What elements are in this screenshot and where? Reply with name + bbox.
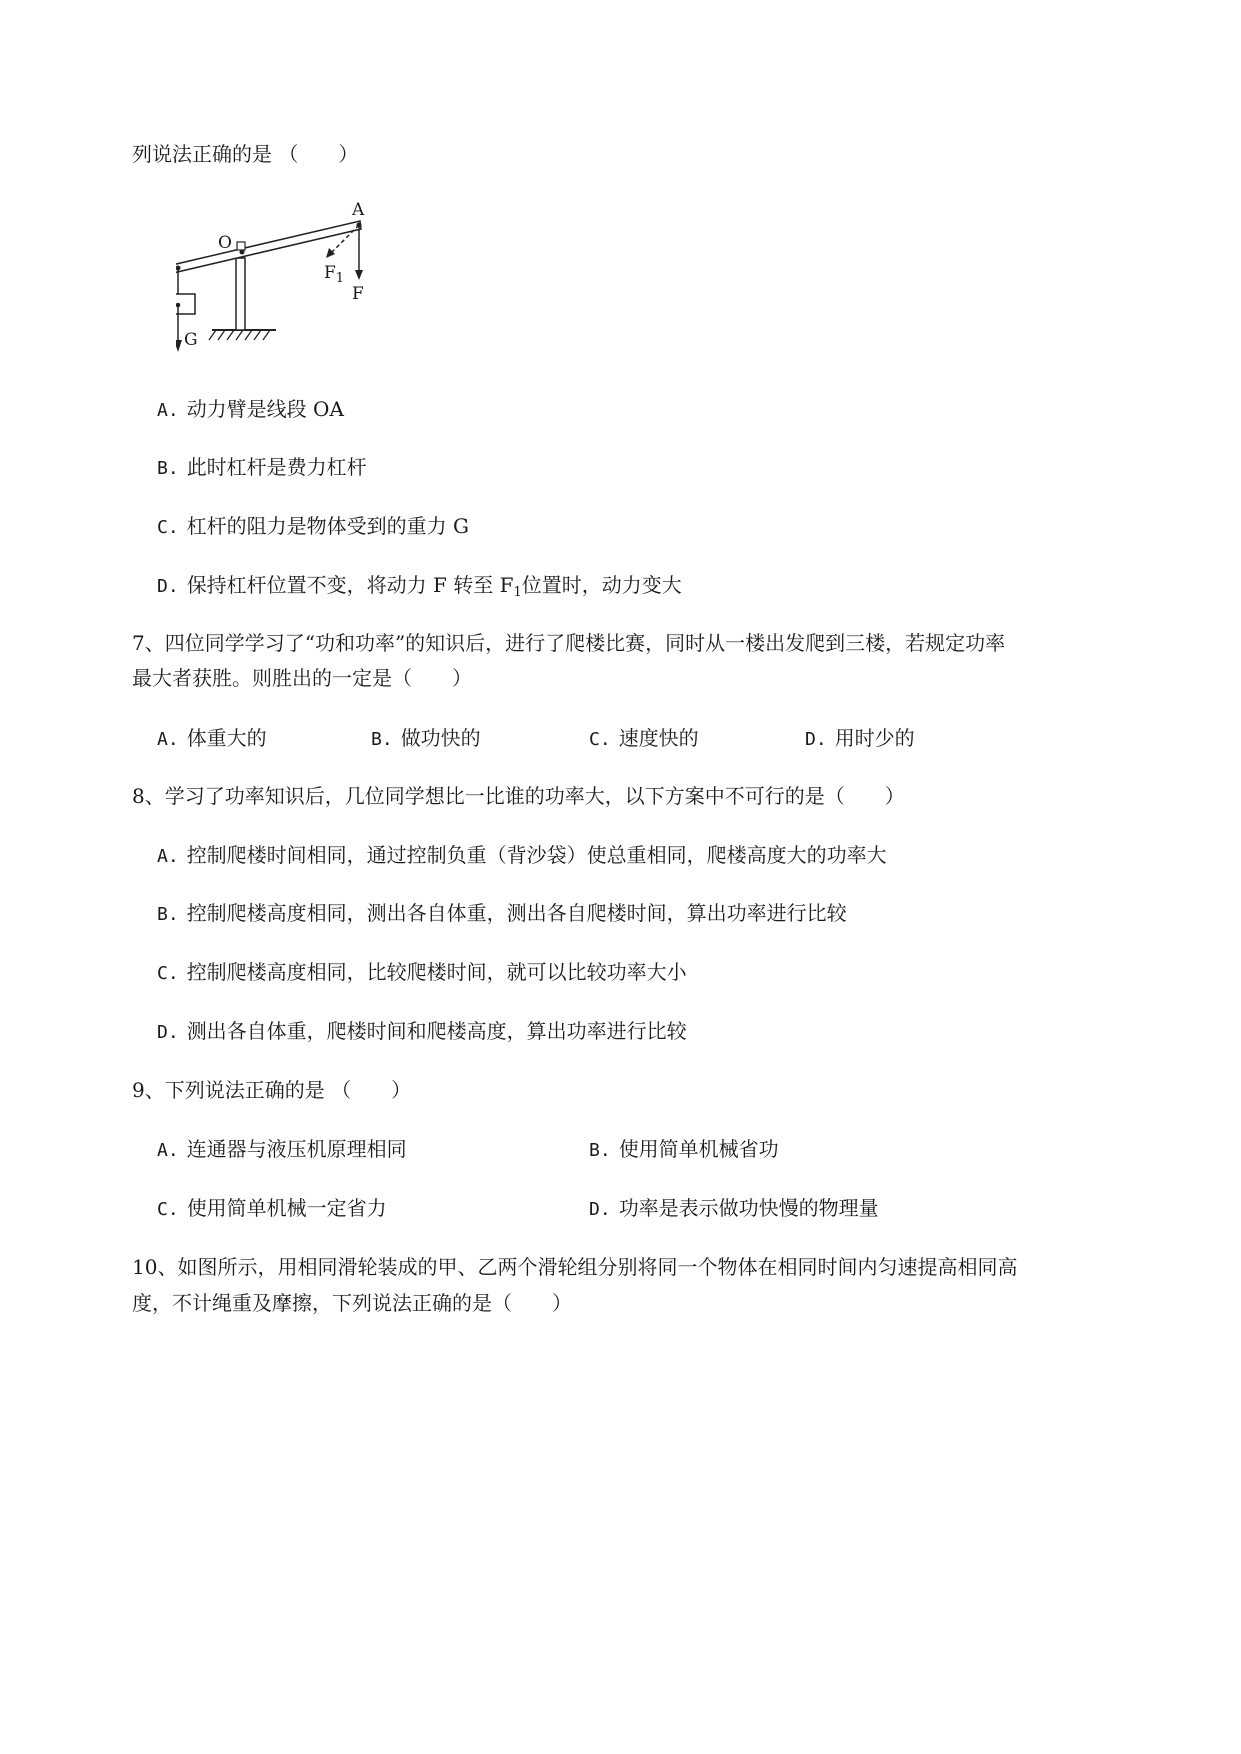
- option-text-after: 位置时，动力变大: [521, 573, 682, 597]
- question-6-stem-continuation: 列说法正确的是 （ ）: [132, 142, 359, 166]
- option-text: 体重大的: [186, 726, 267, 750]
- option-letter: B.: [157, 904, 179, 925]
- lever-diagram: [176, 220, 376, 360]
- label-o: O: [218, 233, 232, 253]
- option-letter: B.: [371, 729, 393, 750]
- option-text: 使用简单机械省功: [618, 1137, 779, 1161]
- label-f: F: [352, 284, 364, 304]
- q7-stem-line-1: 7、四位同学学习了“功和功率”的知识后，进行了爬楼比赛，同时从一楼出发爬到三楼，若规定功率: [132, 631, 1006, 655]
- q8-option-d[interactable]: [157, 1018, 687, 1046]
- q9-option-b[interactable]: [589, 1136, 779, 1164]
- q7-stem-line-2: 最大者获胜。则胜出的一定是（ ）: [132, 666, 472, 690]
- label-g: G: [184, 330, 198, 350]
- option-letter: D.: [589, 1199, 611, 1220]
- q7-option-c[interactable]: [589, 725, 699, 753]
- option-text: 测出各自体重，爬楼时间和爬楼高度，算出功率进行比较: [186, 1019, 687, 1043]
- option-letter: D.: [157, 1022, 179, 1043]
- option-letter: B.: [589, 1140, 611, 1161]
- label-f1-main: F: [324, 263, 336, 283]
- option-letter: A.: [157, 400, 179, 421]
- q7-option-b[interactable]: [371, 725, 481, 753]
- q7-option-d[interactable]: [805, 725, 915, 753]
- q6-option-a[interactable]: [157, 396, 344, 424]
- option-subscript: 1: [513, 585, 522, 600]
- label-f1-subscript: 1: [335, 271, 345, 286]
- option-letter: A.: [157, 1140, 179, 1161]
- option-text: 动力臂是线段 OA: [186, 397, 344, 421]
- option-text: 控制爬楼时间相同，通过控制负重（背沙袋）使总重相同，爬楼高度大的功率大: [186, 843, 887, 867]
- option-text: 控制爬楼高度相同，测出各自体重，测出各自爬楼时间，算出功率进行比较: [186, 901, 847, 925]
- option-text: 此时杠杆是费力杠杆: [186, 455, 367, 479]
- q10-stem-line-1: 10、如图所示，用相同滑轮装成的甲、乙两个滑轮组分别将同一个物体在相同时间内匀速提高相同高: [132, 1255, 1018, 1279]
- q8-option-b[interactable]: [157, 900, 847, 928]
- option-text: 保持杠杆位置不变，将动力 F 转至 F: [186, 573, 514, 597]
- option-letter: A.: [157, 846, 179, 867]
- q7-option-a[interactable]: [157, 725, 267, 753]
- label-f1: [324, 263, 344, 286]
- option-letter: C.: [157, 517, 179, 538]
- option-text: 连通器与液压机原理相同: [186, 1137, 407, 1161]
- q8-option-c[interactable]: [157, 959, 687, 987]
- option-text: 控制爬楼高度相同，比较爬楼时间，就可以比较功率大小: [186, 960, 687, 984]
- q6-option-d[interactable]: [157, 572, 682, 606]
- option-text: 使用简单机械一定省力: [186, 1196, 387, 1220]
- option-text: 做功快的: [400, 726, 481, 750]
- option-text: 速度快的: [618, 726, 699, 750]
- option-text: 功率是表示做功快慢的物理量: [618, 1196, 879, 1220]
- option-letter: B.: [157, 458, 179, 479]
- q10-stem-line-2: 度，不计绳重及摩擦，下列说法正确的是（ ）: [132, 1291, 572, 1315]
- option-text: 用时少的: [834, 726, 915, 750]
- option-letter: C.: [157, 1199, 179, 1220]
- q8-stem: 8、学习了功率知识后，几位同学想比一比谁的功率大，以下方案中不可行的是（ ）: [132, 784, 905, 808]
- q9-option-a[interactable]: [157, 1136, 407, 1164]
- option-letter: A.: [157, 729, 179, 750]
- q9-option-d[interactable]: [589, 1195, 879, 1223]
- q8-option-a[interactable]: [157, 842, 887, 870]
- q6-option-b[interactable]: [157, 454, 367, 482]
- option-letter: D.: [805, 729, 827, 750]
- q6-option-c[interactable]: [157, 513, 469, 541]
- option-letter: D.: [157, 576, 179, 597]
- q9-stem: 9、下列说法正确的是 （ ）: [132, 1078, 412, 1102]
- label-a: A: [352, 200, 365, 220]
- q9-option-c[interactable]: [157, 1195, 387, 1223]
- option-letter: C.: [589, 729, 611, 750]
- option-letter: C.: [157, 963, 179, 984]
- option-text: 杠杆的阻力是物体受到的重力 G: [186, 514, 470, 538]
